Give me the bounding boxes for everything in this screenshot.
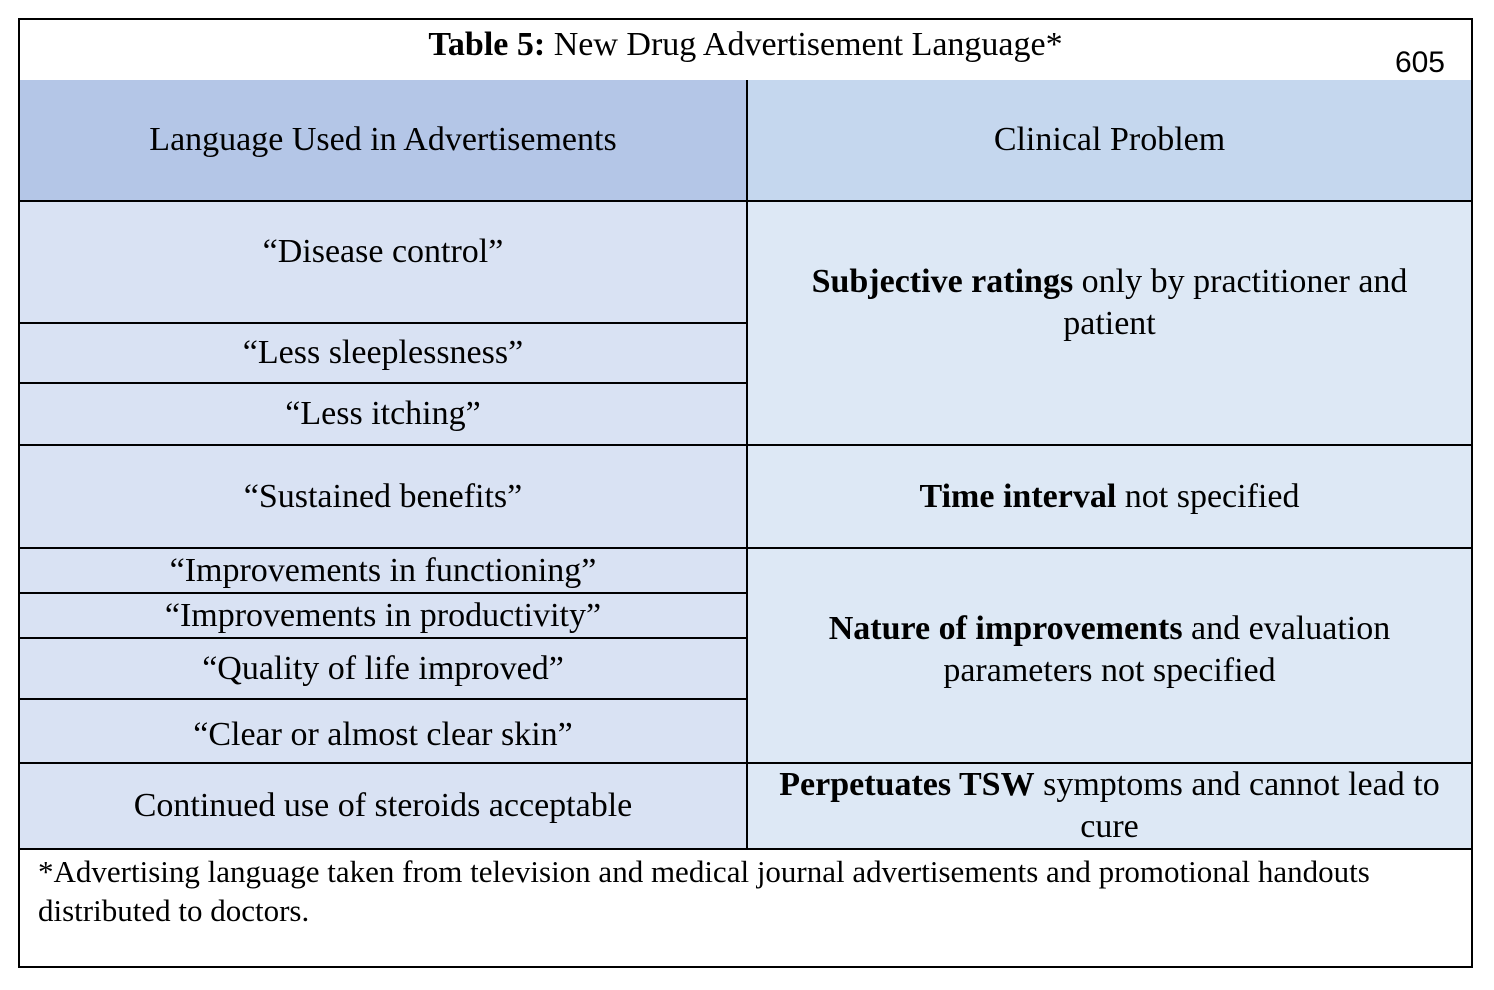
- problem-rest: symptoms and cannot lead to cure: [1034, 766, 1440, 845]
- problem-text: [920, 476, 1300, 518]
- problem-bold: Subjective ratings: [811, 263, 1074, 300]
- page-number: 605: [1394, 46, 1445, 79]
- problem-cell: [748, 202, 1471, 446]
- problem-rest: and evaluation parameters not specified: [943, 609, 1391, 689]
- problem-text: [778, 261, 1441, 345]
- language-cell: “Improvements in functioning”: [20, 549, 748, 594]
- table-title-text: New Drug Advertisement Language*: [545, 26, 1063, 63]
- problem-bold: Time interval: [919, 477, 1117, 515]
- language-cell: “Less itching”: [20, 384, 748, 446]
- header-language: Language Used in Advertisements: [20, 80, 748, 202]
- problem-bold: Nature of improvements: [828, 609, 1183, 647]
- language-cell: “Sustained benefits”: [20, 446, 748, 549]
- table-footnote: *Advertising language taken from television and medical journal advertisements and promotional handouts distributed to doctors.: [38, 854, 1370, 928]
- problem-cell: [748, 764, 1471, 850]
- language-cell: “Disease control”: [20, 202, 748, 324]
- language-cell: “Quality of life improved”: [20, 639, 748, 700]
- problem-rest: not specified: [1116, 477, 1300, 515]
- table-title-label: Table 5:: [428, 26, 546, 63]
- header-clinical-problem: Clinical Problem: [748, 80, 1471, 202]
- table-title-row: [20, 20, 1471, 82]
- language-cell: “Improvements in productivity”: [20, 594, 748, 639]
- language-cell: “Less sleeplessness”: [20, 324, 748, 384]
- table-frame: [18, 18, 1473, 968]
- problem-rest: only by practitioner and patient: [1063, 263, 1408, 342]
- language-cell: “Clear or almost clear skin”: [20, 700, 748, 764]
- problem-text: [762, 764, 1457, 848]
- language-cell: Continued use of steroids acceptable: [20, 764, 748, 850]
- problem-cell: [748, 446, 1471, 549]
- problem-text: [798, 608, 1421, 692]
- problem-bold: Perpetuates TSW: [779, 766, 1035, 803]
- problem-cell: [748, 549, 1471, 764]
- table-title: [20, 26, 1471, 64]
